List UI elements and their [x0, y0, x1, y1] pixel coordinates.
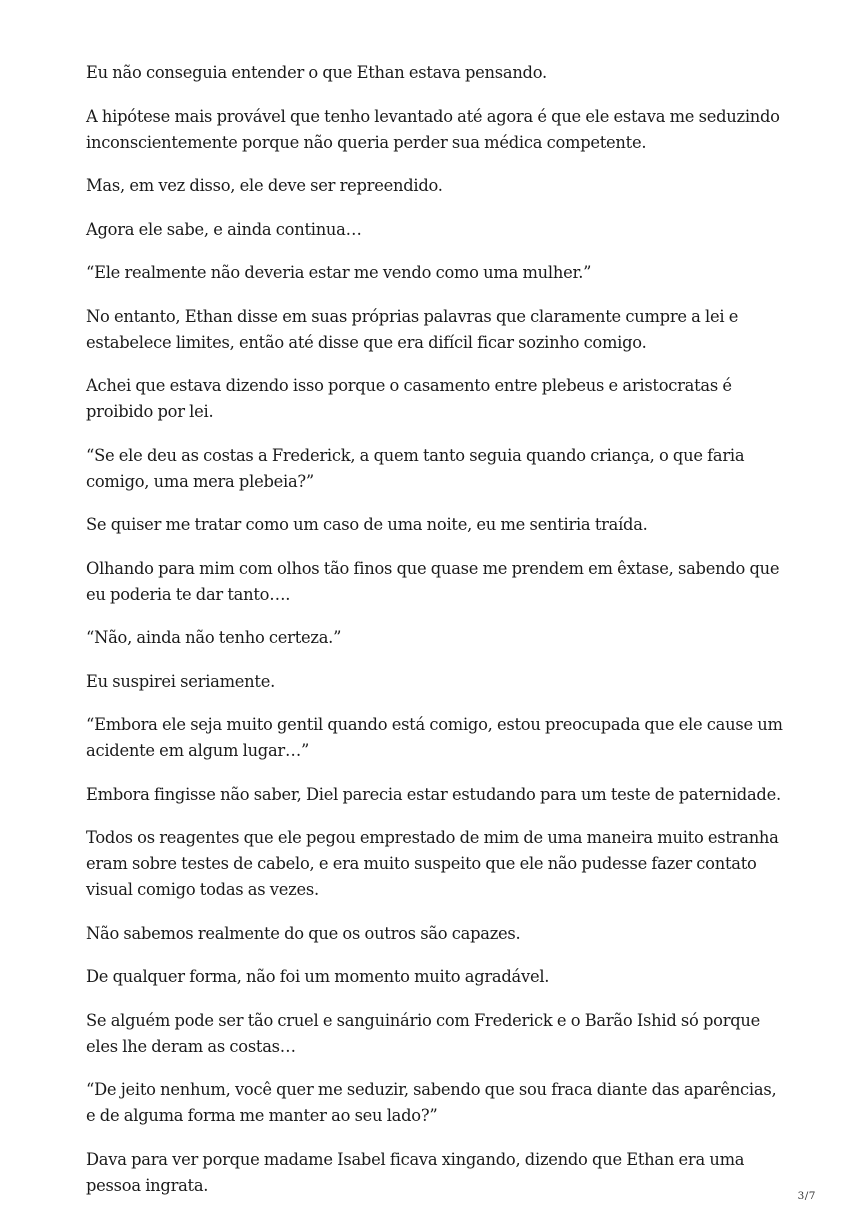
paragraph: A hipótese mais provável que tenho levantado até agora é que ele estava me seduzindo inconscientemente porque não queria perder sua médica competente.: [86, 106, 780, 152]
paragraph: Mas, em vez disso, ele deve ser repreendido.: [86, 176, 443, 195]
paragraph: “Ele realmente não deveria estar me vendo como uma mulher.”: [86, 263, 592, 282]
document-body: [86, 60, 786, 1216]
paragraph: Todos os reagentes que ele pegou emprestado de mim de uma maneira muito estranha eram sobre testes de cabelo, e era muito suspeito que ele não pudesse fazer contato visual comigo todas as vezes.: [86, 828, 779, 899]
paragraph: Embora fingisse não saber, Diel parecia estar estudando para um teste de paternidade.: [86, 784, 781, 804]
paragraph: Eu não conseguia entender o que Ethan estava pensando.: [86, 63, 547, 82]
paragraph: Eu suspirei seriamente.: [86, 671, 276, 691]
paragraph: Se alguém pode ser tão cruel e sanguinário com Frederick e o Barão Ishid só porque eles lhe deram as costas…: [86, 1010, 761, 1056]
paragraph: Se quiser me tratar como um caso de uma noite, eu me sentiria traída.: [86, 515, 648, 534]
page-number: 3/7: [797, 1190, 816, 1202]
paragraph: “Se ele deu as costas a Frederick, a quem tanto seguia quando criança, o que faria comigo, uma mera plebeia?”: [86, 445, 745, 491]
paragraph: “Embora ele seja muito gentil quando está comigo, estou preocupada que ele cause um acidente em algum lugar…”: [86, 715, 783, 760]
paragraph: Olhando para mim com olhos tão finos que quase me prendem em êxtase, sabendo que eu poderia te dar tanto….: [86, 558, 780, 604]
paragraph: No entanto, Ethan disse em suas próprias palavras que claramente cumpre a lei e estabelece limites, então até disse que era difícil ficar sozinho comigo.: [86, 306, 739, 352]
paragraph: “Não, ainda não tenho certeza.”: [86, 628, 342, 647]
paragraph: Dava para ver porque madame Isabel ficava xingando, dizendo que Ethan era uma pessoa ingrata.: [86, 1149, 745, 1195]
paragraph: De qualquer forma, não foi um momento muito agradável.: [86, 967, 550, 986]
paragraph: Não sabemos realmente do que os outros são capazes.: [86, 923, 521, 943]
paragraph: “De jeito nenhum, você quer me seduzir, sabendo que sou fraca diante das aparências, e de alguma forma me manter ao seu lado?”: [86, 1080, 777, 1125]
paragraph: Achei que estava dizendo isso porque o casamento entre plebeus e aristocratas é proibido por lei.: [86, 376, 732, 421]
paragraph: Agora ele sabe, e ainda continua…: [86, 219, 362, 239]
